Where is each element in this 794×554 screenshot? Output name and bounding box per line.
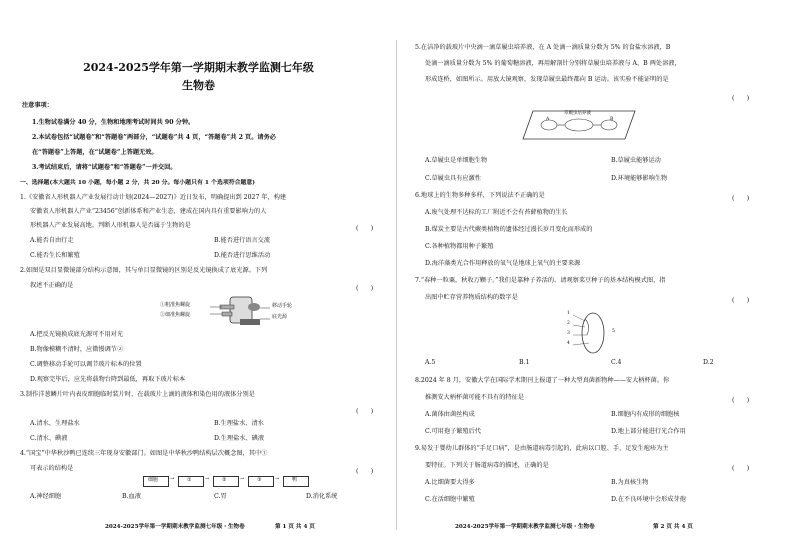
concept-label: 鸭: [292, 477, 298, 483]
option: A.把反光镜换成底光源可不用对光: [30, 331, 124, 338]
option: C.能否生长和繁殖: [30, 252, 80, 259]
figure-label: 移动手轮: [272, 303, 293, 309]
bean-seed-figure: [569, 305, 609, 357]
question-7-stem: 出图中贮存营养物质结构的数字是: [425, 294, 518, 301]
option: B.血液: [122, 493, 141, 500]
question-1-stem: 安徽省人形机器人产业“23456”创新体系和产业生态，建成在国内具有重要影响力的人: [30, 208, 267, 215]
option: C.4: [611, 359, 622, 366]
question-8-stem: 8.2024 年 8 月，安徽大学在国际学术期刊上报道了一种大型真菌新物种——安大柄杯菌。你: [415, 377, 670, 384]
question-5-stem: 5.在洁净的载玻片中央滴一滴草履虫培养液，在 A 处滴一滴质量分数为 5% 的食盐水溶液，B: [415, 44, 671, 51]
option: D.环境能够影响生物: [611, 175, 668, 182]
answer-paren: ( ): [732, 195, 750, 202]
option: A.比细菌要大得多: [425, 479, 475, 486]
figure-label: A: [546, 117, 550, 122]
microscope-figure: [150, 295, 293, 327]
question-9-stem: 要特征。下列关于肠道病毒的描述，正确的是: [425, 462, 549, 469]
option: D.地上部分能进行光合作用: [611, 428, 686, 435]
notice-item: 1.生物试卷满分 40 分，生物和地理考试时间共 90 分钟。: [32, 119, 195, 126]
section-heading: 一、选择题(本大题共 10 小题，每小题 2 分，共 20 分。每小题只有 1 个选项符合题意): [20, 179, 256, 186]
question-5-stem: 形成连桥，如图所示。用放大镜观察，发现草履虫最终都向 B 运动。该实验不能证明的是: [425, 76, 669, 83]
option: C.在活细胞中繁殖: [425, 496, 475, 503]
notice-item: 2.本试卷包括“试题卷”和“答题卷”两部分，“试题卷”共 4 页，“答题卷”共 2 页。请务必: [32, 134, 276, 141]
figure-label: ①粗准焦螺旋: [160, 302, 191, 308]
figure-label: 4: [567, 341, 570, 346]
answer-paren: ( ): [356, 408, 374, 415]
concept-label: 细胞: [148, 477, 159, 483]
option: B.1: [519, 359, 530, 366]
figure-label: ②细准焦螺旋: [160, 312, 191, 318]
answer-paren: ( ): [732, 297, 750, 304]
notice-heading: 注意事项：: [22, 102, 53, 109]
question-5-stem: 处滴一滴质量分数为 5% 的葡萄糖溶液，再用解剖针分别将草履虫培养液与 A、B 两处溶液，: [425, 60, 681, 67]
figure-label: 3: [567, 331, 570, 336]
option: B.细胞内有成形的细胞核: [611, 411, 680, 418]
option: D.2: [703, 359, 714, 366]
question-7-stem: 7.“春种一粒粟，秋收万颗子。”我们是靠种子养活的。请观察菜豆种子的基本结构模式图，指: [415, 277, 666, 284]
option: A.废气处理不达标的工厂附近不会有苔藓植物的生长: [425, 209, 568, 216]
question-9-stem: 9.易发于婴幼儿群体的“手足口病”，是由肠道病毒引起的，此病以口腔、手、足发生疱疹为主: [415, 445, 669, 452]
concept-label: ③: [257, 477, 262, 483]
question-6-stem: 6.地球上的生物多种多样，下列说法不正确的是: [415, 192, 545, 199]
option: B.煤炭主要是古代蕨类植物的遗体经过漫长岁月变化而形成的: [425, 226, 593, 233]
figure-label: 5: [612, 329, 615, 334]
option: A.菌体由菌丝构成: [425, 411, 475, 418]
notice-item: 在“答题卷”上答题，在“试题卷”上答题无效。: [32, 149, 158, 156]
question-2-stem: 2.如图是双目显微镜部分结构示意图，其与单目显微镜的区别是反光镜换成了底光源。下列: [20, 267, 268, 274]
notice-item: 3.考试结束后，请将“试题卷”和“答题卷”一并交回。: [32, 164, 177, 171]
question-1-stem: 1.《安徽省人形机器人产业发展行动计划(2024—2027)》近日发布，明确提出到 2027 年，构建: [20, 194, 287, 201]
question-2-stem: 叙述不正确的是: [30, 282, 74, 289]
concept-label: ②: [222, 477, 227, 483]
option: C.可用孢子繁殖后代: [425, 428, 481, 435]
exam-subject: 生物卷: [182, 79, 215, 92]
page-number: 第 2 页 共 4 页: [653, 524, 693, 530]
option: C.清水、碘液: [30, 435, 68, 442]
option: A.清水、生理盐水: [30, 420, 80, 427]
figure-label: 草履虫培养液: [564, 111, 591, 116]
question-4-stem: 可表示的结构是: [30, 465, 74, 472]
option: D.生理盐水、碘液: [214, 435, 265, 442]
question-3-stem: 3.制作洋葱鳞片叶内表皮细胞临时装片时，在载玻片上滴的液体和染色用的液体分别是: [20, 391, 255, 398]
option: B.为真核生物: [611, 479, 649, 486]
option: C.调整移动手轮可以调节玻片标本的位置: [30, 361, 142, 368]
arrow-icon: →: [240, 476, 245, 482]
option: A.5: [425, 359, 436, 366]
answer-paren: ( ): [356, 468, 374, 475]
figure-label: 底光源: [272, 314, 288, 320]
arrow-icon: →: [205, 476, 210, 482]
exam-title: 2024-2025学年第一学期期末教学监测七年级: [83, 61, 314, 74]
option: B.草履虫能够运动: [611, 157, 661, 164]
figure-label: B: [610, 117, 614, 122]
answer-paren: ( ): [732, 397, 750, 404]
option: C.草履虫具有应激性: [425, 175, 481, 182]
option: B.物像模糊不清时，应微慢调节②: [30, 346, 124, 353]
answer-paren: ( ): [356, 225, 374, 232]
question-1-stem: 形机器人产业发展高地。判断人形机器人是否属于生物的是: [30, 222, 191, 229]
arrow-icon: →: [275, 476, 280, 482]
option: D.观察完毕后，应先将载物台降到最低，再取下玻片标本: [30, 376, 186, 383]
question-4-stem: 4.“国宝”中华秋沙鸭已连续三年现身安徽部门。如图是中华秋沙鸭结构层次概念图，其中①: [20, 450, 268, 457]
option: B.能否进行语言交流: [214, 237, 271, 244]
option: A.草履虫是单细胞生物: [425, 157, 488, 164]
concept-label: ①: [187, 477, 192, 483]
figure-label: 2: [567, 321, 570, 326]
option: D.能否进行思维活动: [214, 252, 271, 259]
option: C.各种植物都用种子繁殖: [425, 243, 494, 250]
option: D.海洋藻类光合作用释放的氧气是地球上氧气的主要来源: [425, 260, 581, 267]
option: D.在不良环境中会形成芽孢: [611, 496, 686, 503]
option: A.能否自由行走: [30, 237, 74, 244]
question-8-stem: 推测安大柄杯菌可能不具有的特征是: [425, 394, 524, 401]
answer-paren: ( ): [732, 465, 750, 472]
option: C.胃: [214, 493, 227, 500]
page-footer: 2024-2025学年第一学期期末教学监测七年级・生物卷: [105, 524, 245, 530]
answer-paren: ( ): [356, 285, 374, 292]
page-number: 第 1 页 共 4 页: [275, 524, 315, 530]
option: B.生理盐水、清水: [214, 420, 264, 427]
option: A.神经细胞: [30, 493, 62, 500]
arrow-icon: →: [170, 476, 175, 482]
answer-paren: ( ): [732, 95, 750, 102]
right-page: [397, 0, 794, 554]
option: D.消化系统: [306, 493, 338, 500]
page-footer: 2024-2025学年第一学期期末教学监测七年级・生物卷: [455, 524, 595, 530]
figure-label: 1: [567, 311, 570, 316]
